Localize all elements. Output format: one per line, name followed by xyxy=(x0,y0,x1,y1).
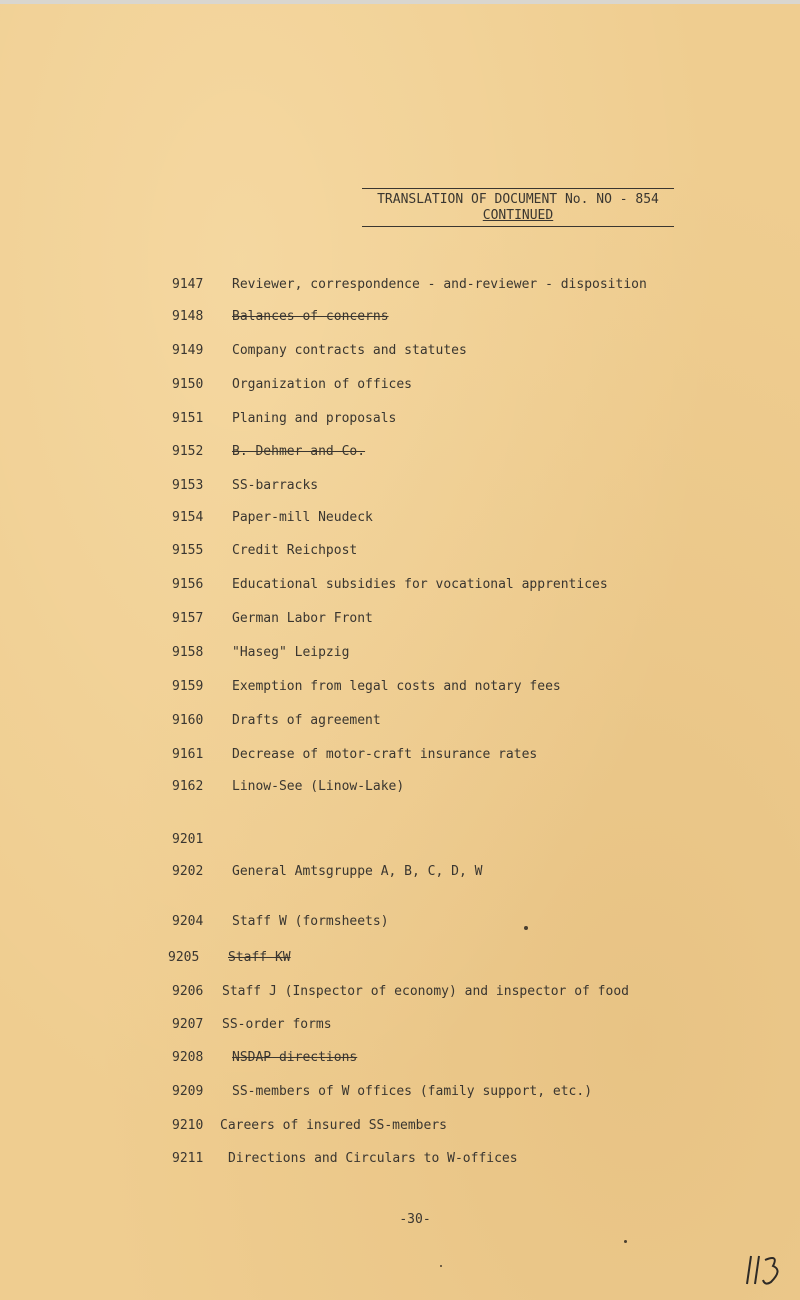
entry-number: 9152 xyxy=(172,444,204,459)
entry-text: NSDAP directions xyxy=(232,1050,358,1065)
list-item xyxy=(172,611,373,627)
list-item xyxy=(172,309,389,325)
handwritten-number-icon xyxy=(745,1250,785,1290)
entry-number: 9147 xyxy=(172,277,204,292)
entry-text: Company contracts and statutes xyxy=(232,343,467,358)
paper-speck xyxy=(524,926,528,930)
list-item xyxy=(172,1151,518,1167)
entry-number: 9159 xyxy=(172,679,204,694)
list-item xyxy=(172,510,373,526)
entry-number: 9150 xyxy=(172,377,204,392)
entry-number: 9156 xyxy=(172,577,204,592)
entry-number: 9154 xyxy=(172,510,204,525)
list-item xyxy=(172,914,389,930)
entry-number: 9148 xyxy=(172,309,204,324)
handwritten-page-mark xyxy=(745,1250,785,1290)
entry-number: 9153 xyxy=(172,478,204,493)
list-item xyxy=(172,1118,447,1134)
entry-number: 9161 xyxy=(172,747,204,762)
entry-number: 9204 xyxy=(172,914,204,929)
list-item xyxy=(172,1017,332,1033)
entry-text: SS-barracks xyxy=(232,478,319,493)
entry-text: SS-members of W offices (family support, etc.) xyxy=(232,1084,593,1099)
entry-text: B. Dehmer and Co. xyxy=(232,444,366,459)
list-item xyxy=(172,747,537,763)
entry-text: Paper-mill Neudeck xyxy=(232,510,373,525)
entry-number: 9157 xyxy=(172,611,204,626)
document-header xyxy=(362,188,674,227)
list-item xyxy=(172,1050,357,1066)
list-item xyxy=(172,277,647,293)
paper-speck xyxy=(440,1265,442,1267)
list-item xyxy=(172,1084,592,1100)
entry-number: 9160 xyxy=(172,713,204,728)
entry-text: Educational subsidies for vocational apprentices xyxy=(232,577,608,592)
list-item xyxy=(168,950,291,966)
entry-text: Balances of concerns xyxy=(232,309,389,324)
entry-number: 9208 xyxy=(172,1050,204,1065)
entry-text: "Haseg" Leipzig xyxy=(232,645,350,660)
page-number: -30- xyxy=(399,1212,431,1227)
entry-number: 9207 xyxy=(172,1017,204,1032)
list-item xyxy=(172,713,381,729)
entry-number: 9209 xyxy=(172,1084,204,1099)
entry-text: General Amtsgruppe A, B, C, D, W xyxy=(232,864,483,879)
list-item xyxy=(172,984,629,1000)
entry-text: Staff W (formsheets) xyxy=(232,914,389,929)
entry-text: Drafts of agreement xyxy=(232,713,381,728)
entry-number: 9158 xyxy=(172,645,204,660)
list-item xyxy=(172,577,608,593)
list-item xyxy=(172,377,412,393)
document-subtitle: CONTINUED xyxy=(482,208,554,223)
list-item xyxy=(172,779,404,795)
entry-text: SS-order forms xyxy=(222,1017,332,1032)
entry-number: 9206 xyxy=(172,984,204,999)
entry-text: Staff J (Inspector of economy) and inspector of food xyxy=(222,984,629,999)
list-item xyxy=(172,832,232,848)
entry-number: 9210 xyxy=(172,1118,204,1133)
list-item xyxy=(172,679,561,695)
list-item xyxy=(172,444,365,460)
entry-number: 9151 xyxy=(172,411,204,426)
list-item xyxy=(172,543,357,559)
entry-text: Staff KW xyxy=(228,950,291,965)
entry-text: Planing and proposals xyxy=(232,411,397,426)
list-item xyxy=(172,411,396,427)
entry-number: 9201 xyxy=(172,832,204,847)
list-item xyxy=(172,645,349,661)
entry-number: 9162 xyxy=(172,779,204,794)
entry-number: 9211 xyxy=(172,1151,204,1166)
entry-number: 9205 xyxy=(168,950,200,965)
entry-text: Directions and Circulars to W-offices xyxy=(228,1151,518,1166)
scan-edge xyxy=(0,0,800,4)
entry-number: 9202 xyxy=(172,864,204,879)
entry-number: 9155 xyxy=(172,543,204,558)
entry-text: Credit Reichpost xyxy=(232,543,358,558)
paper-speck xyxy=(624,1240,627,1243)
entry-text: German Labor Front xyxy=(232,611,373,626)
entry-number: 9149 xyxy=(172,343,204,358)
list-item xyxy=(172,478,318,494)
entry-text: Linow-See (Linow-Lake) xyxy=(232,779,405,794)
entry-text: Organization of offices xyxy=(232,377,413,392)
list-item xyxy=(172,864,482,880)
entry-text: Decrease of motor-craft insurance rates xyxy=(232,747,538,762)
document-title: TRANSLATION OF DOCUMENT No. NO - 854 xyxy=(377,192,659,207)
list-item xyxy=(172,343,467,359)
entry-text: Reviewer, correspondence - and-reviewer - disposition xyxy=(232,277,647,292)
entry-text: Careers of insured SS-members xyxy=(220,1118,447,1133)
entry-text: Exemption from legal costs and notary fees xyxy=(232,679,561,694)
